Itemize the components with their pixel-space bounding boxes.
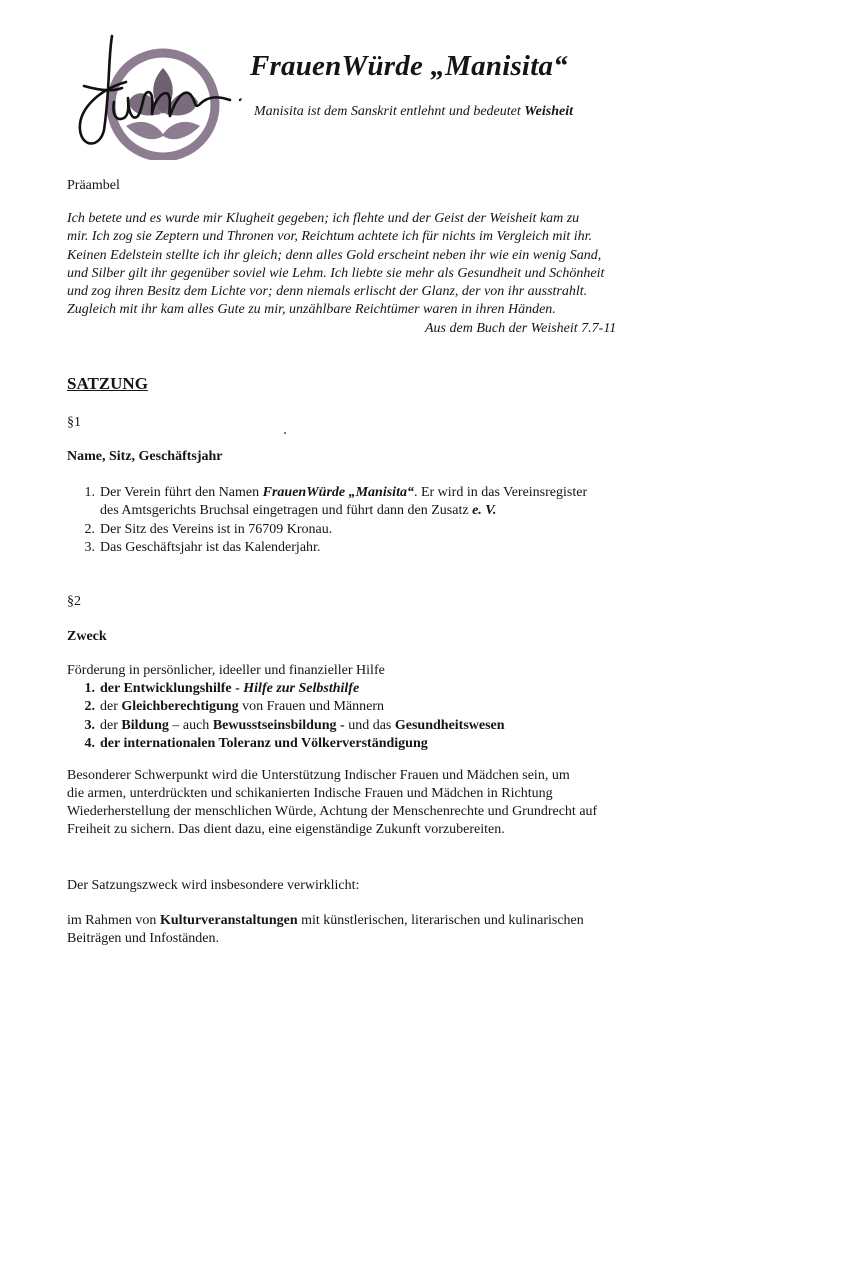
realization-heading: Der Satzungszweck wird insbesondere verwirklicht: — [67, 878, 360, 893]
section-1-number: §1 — [67, 415, 81, 430]
paragraph-text: mit künstlerischen, literarischen und kulinarischen — [297, 913, 584, 928]
list-item — [67, 698, 505, 716]
list-text: Der Sitz des Vereins ist in 76709 Kronau. — [100, 521, 333, 537]
paragraph-keyword: Kulturveranstaltungen — [159, 913, 298, 928]
preamble-line: und Silber gilt ihr gegenüber soviel wie Lehm. Ich liebte sie mehr als Gesundheit und Schönheit — [67, 265, 605, 281]
scan-speck — [240, 98, 242, 100]
paragraph-line: Besonderer Schwerpunkt wird die Unterstützung Indischer Frauen und Mädchen sein, um — [67, 768, 570, 783]
list-number: 1. — [84, 681, 95, 696]
paragraph-line: Beiträgen und Infoständen. — [67, 931, 220, 946]
list-item — [67, 735, 505, 753]
list-item — [67, 521, 587, 539]
preamble-quote — [67, 210, 604, 320]
association-name: FrauenWürde „Manisita“ — [262, 485, 414, 500]
list-text: der — [100, 699, 122, 715]
list-item — [67, 539, 587, 557]
focus-paragraph — [67, 767, 597, 839]
list-text: der — [100, 736, 124, 752]
purpose-list — [67, 680, 505, 754]
realization-paragraph — [67, 912, 584, 948]
organization-logo — [68, 30, 248, 160]
list-number: 4. — [84, 736, 95, 752]
list-text: der — [100, 681, 124, 696]
statute-heading: SATZUNG — [67, 374, 148, 393]
list-text: des Amtsgerichts Bruchsal eingetragen und führt dann den Zusatz — [100, 503, 473, 519]
list-item-continuation — [67, 502, 587, 520]
preamble-line: Keinen Edelstein stellte ich ihr gleich; denn alles Gold erscheint neben ihr wie ein wenig Sand, — [67, 247, 602, 263]
list-number: 1. — [84, 485, 95, 500]
list-number: 3. — [84, 540, 95, 556]
list-text: und das — [348, 717, 395, 733]
paragraph-line: Wiederherstellung der menschlichen Würde, Achtung der Menschenrechte und Grundrecht auf — [67, 804, 598, 819]
section-1-list — [67, 484, 587, 558]
registration-suffix: e. V. — [472, 503, 497, 519]
paragraph-line: Freiheit zu sichern. Das dient dazu, eine eigenständige Zukunft vorzubereiten. — [67, 822, 505, 837]
preamble-line: Ich betete und es wurde mir Klugheit gegeben; ich flehte und der Geist der Weisheit kam zu — [67, 211, 580, 226]
section-1-title: Name, Sitz, Geschäftsjahr — [67, 449, 223, 464]
subtitle-keyword: Weisheit — [524, 104, 573, 119]
list-text: der — [100, 717, 122, 733]
section-2-number: §2 — [67, 594, 81, 609]
scan-speck — [284, 432, 286, 434]
list-item — [67, 680, 505, 698]
list-text: . Er wird in das Vereinsregister — [413, 485, 588, 500]
preamble-heading: Präambel — [67, 178, 120, 193]
paragraph-line: die armen, unterdrückten und schikanierten Indische Frauen und Mädchen in Richtung — [67, 786, 553, 801]
organization-subtitle — [254, 104, 573, 120]
list-item — [67, 717, 505, 735]
purpose-intro: Förderung in persönlicher, ideeller und finanzieller Hilfe — [67, 663, 385, 678]
list-text: von Frauen und Männern — [238, 699, 384, 715]
list-text: Bewusstseinsbildung - — [212, 717, 349, 733]
list-text: Gleichberechtigung — [121, 699, 239, 715]
list-text: Das Geschäftsjahr ist das Kalenderjahr. — [100, 540, 321, 556]
list-text: internationalen Toleranz und Völkerverständigung — [123, 736, 428, 752]
preamble-line: und zog ihren Besitz dem Lichte vor; denn niemals erlischt der Glanz, der von ihr ausstrahlt. — [67, 284, 588, 300]
paragraph-line — [67, 912, 584, 930]
list-number: 3. — [84, 717, 95, 733]
list-text: Der Verein führt den Namen — [100, 485, 263, 500]
list-item — [67, 484, 587, 502]
subtitle-text: Manisita ist dem Sanskrit entlehnt und bedeutet — [254, 104, 521, 119]
list-number: 2. — [84, 699, 95, 715]
list-text: Entwicklungshilfe - — [123, 681, 244, 696]
preamble-source: Aus dem Buch der Weisheit 7.7-11 — [425, 321, 617, 336]
list-text: Gesundheitswesen — [394, 717, 505, 733]
preamble-line: Zugleich mit ihr kam alles Gute zu mir, unzählbare Reichtümer waren in ihren Händen. — [67, 302, 556, 318]
list-text: Bildung — [121, 717, 169, 733]
list-text: – auch — [168, 717, 213, 733]
paragraph-text: im Rahmen von — [67, 913, 160, 928]
organization-title: FrauenWürde „Manisita“ — [250, 50, 568, 82]
section-2-title: Zweck — [67, 629, 107, 644]
list-text: Hilfe zur Selbsthilfe — [243, 681, 360, 696]
preamble-line: mir. Ich zog sie Zeptern und Thronen vor, Reichtum achtete ich für nichts im Vergleich mit ihr. — [67, 229, 593, 245]
list-number: 2. — [84, 521, 95, 537]
